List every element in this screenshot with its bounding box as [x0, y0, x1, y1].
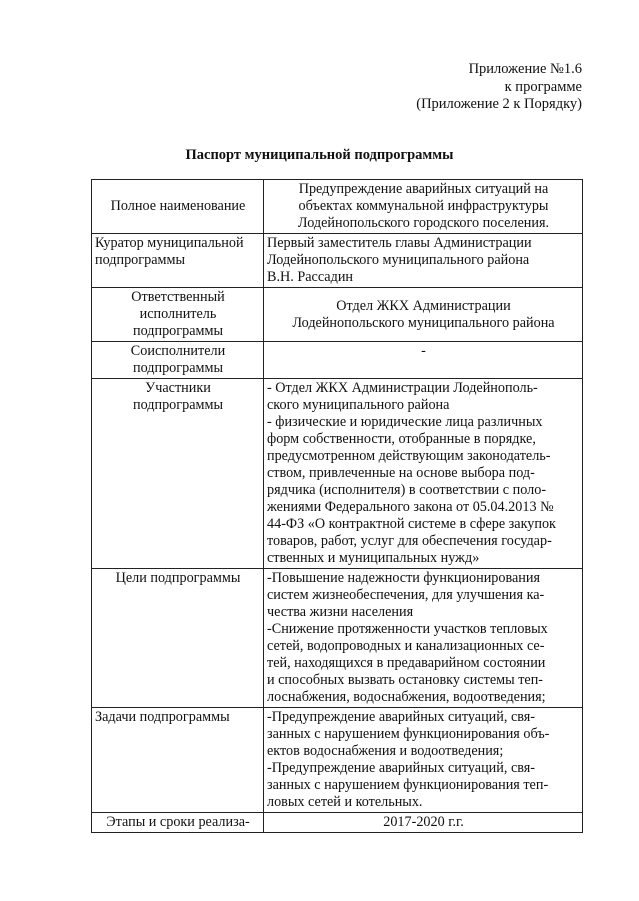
document-title: Паспорт муниципальной подпрограммы [185, 147, 454, 163]
table-row-tasks [92, 708, 583, 813]
stages-value: 2017-2020 г.г. [264, 813, 583, 833]
stages-label: Этапы и сроки реализа- [92, 813, 264, 833]
table-row-co-executors [92, 342, 583, 379]
co-executors-value: - [264, 342, 583, 379]
full-name-value: Предупреждение аварийных ситуаций на объектах коммунальной инфраструктуры Лодейнопольского городского поселения. [264, 180, 583, 234]
goals-label: Цели подпрограммы [92, 569, 264, 708]
table-row-full-name [92, 180, 583, 234]
goals-value: -Повышение надежности функционирования систем жизнеобеспечения, для улучшения ка- чества жизни населения -Снижение протяженности участков тепловых сетей, водопроводных и канализационных се- тей, находящихся в предаварийном состоянии и способных вызвать остановку системы теп- лоснабжения, водоснабжения, водоотведения; [264, 569, 583, 708]
passport-table [91, 179, 583, 833]
appendix-program: к программе [504, 78, 582, 95]
curator-value: Первый заместитель главы Администрации Лодейнопольского муниципального района В.Н. Рассадин [264, 234, 583, 288]
table-row-participants [92, 379, 583, 569]
appendix-order: (Приложение 2 к Порядку) [416, 96, 582, 112]
tasks-value: -Предупреждение аварийных ситуаций, свя- занных с нарушением функционирования объ- ектов водоснабжения и водоотведения; -Предупреждение аварийных ситуаций, свя- занных с нарушением функционирования теп- ловых сетей и котельных. [264, 708, 583, 813]
participants-label: Участники подпрограммы [92, 379, 264, 569]
full-name-label: Полное наименование [92, 180, 264, 234]
appendix-reference [416, 61, 582, 114]
responsible-value: Отдел ЖКХ Администрации Лодейнопольского муниципального района [264, 288, 583, 342]
table-row-stages [92, 813, 583, 833]
co-executors-label: Соисполнители подпрограммы [92, 342, 264, 379]
curator-label: Куратор муниципальной подпрограммы [92, 234, 264, 288]
appendix-number: Приложение №1.6 [468, 61, 582, 77]
table-row-curator [92, 234, 583, 288]
table-row-responsible [92, 288, 583, 342]
tasks-label: Задачи подпрограммы [92, 708, 264, 813]
participants-value: - Отдел ЖКХ Администрации Лодейнополь- ского муниципального района - физические и юридические лица различных форм собственности, отобранные в порядке, предусмотренном действующим законодатель- ством, привлеченные на основе выбора под- рядчика (исполнителя) в соответствии с поло- жениями Федерального закона от 05.04.2013 № 44-ФЗ «О контрактной системе в сфере закупок товаров, работ, услуг для обеспечения государ- ственных и муниципальных нужд» [264, 379, 583, 569]
responsible-label: Ответственный исполнитель подпрограммы [92, 288, 264, 342]
table-row-goals [92, 569, 583, 708]
